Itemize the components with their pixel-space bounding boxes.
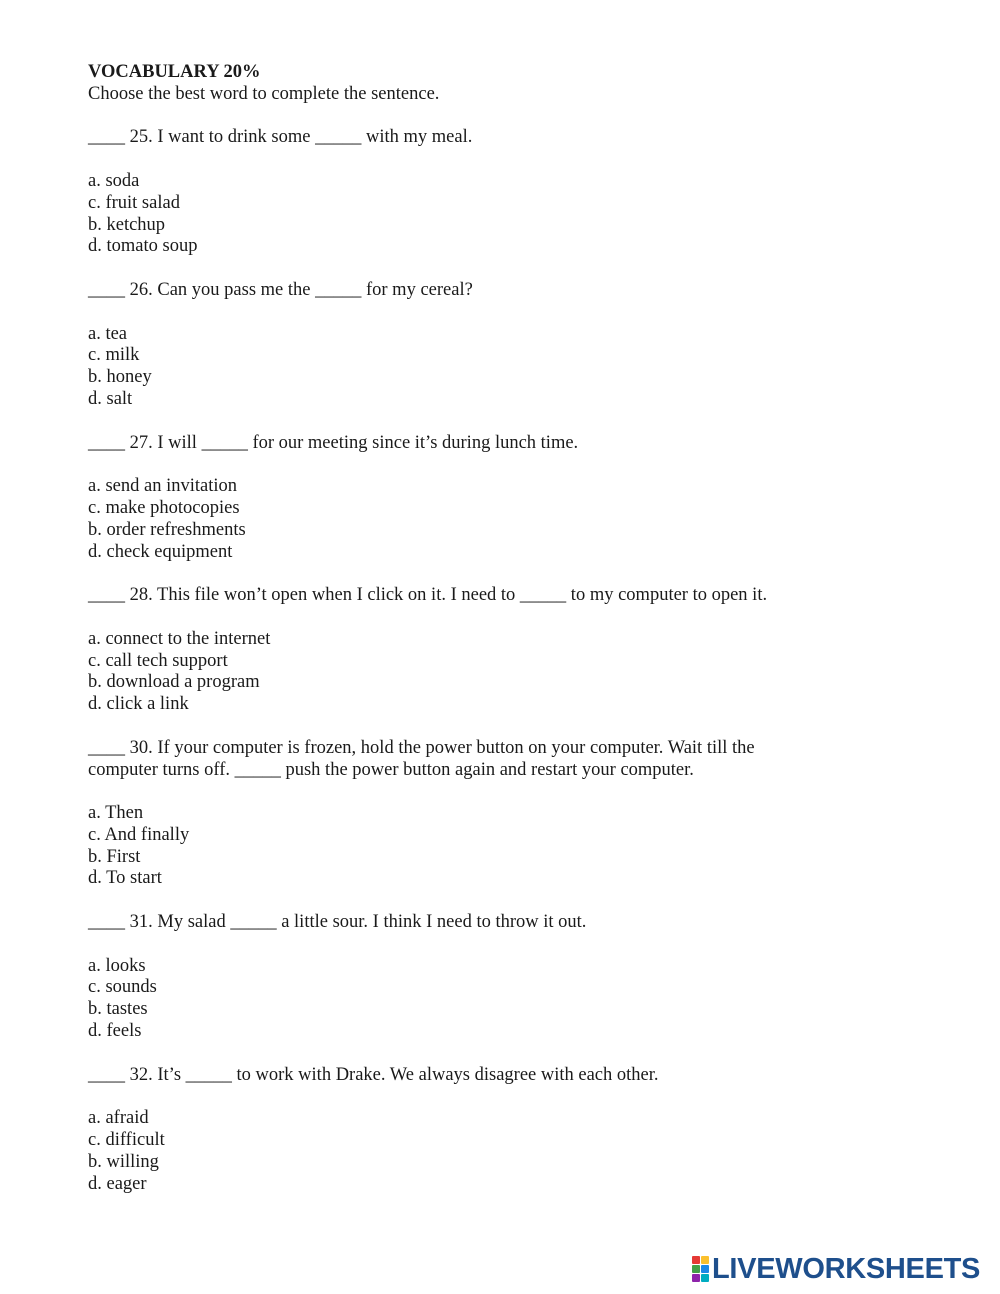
option-a: a. send an invitation xyxy=(88,476,237,497)
option-d: d. salt xyxy=(88,388,133,409)
question-31 xyxy=(88,912,948,1043)
option-a: a. tea xyxy=(88,323,128,344)
instructions: Choose the best word to complete the sentence. xyxy=(88,83,440,104)
section-title: VOCABULARY 20% xyxy=(88,62,261,82)
option-d: d. eager xyxy=(88,1173,147,1194)
option-c: c. difficult xyxy=(88,1130,165,1151)
option-b: b. ketchup xyxy=(88,214,166,235)
option-b: b. First xyxy=(88,846,141,867)
option-c: c. make photocopies xyxy=(88,497,240,518)
question-stem: ____ 25. I want to drink some _____ with my meal. xyxy=(88,127,473,148)
question-stem: ____ 26. Can you pass me the _____ for my cereal? xyxy=(88,279,473,300)
option-b: b. honey xyxy=(88,367,152,388)
option-d: d. To start xyxy=(88,868,162,889)
option-c: c. call tech support xyxy=(88,650,228,671)
question-26 xyxy=(88,280,948,411)
option-a: a. looks xyxy=(88,955,146,976)
option-d: d. feels xyxy=(88,1021,142,1042)
question-stem: ____ 27. I will _____ for our meeting since it’s during lunch time. xyxy=(88,432,579,453)
option-b: b. download a program xyxy=(88,672,260,693)
logo-text: LIVEWORKSHEETS xyxy=(712,1252,981,1285)
question-stem: ____ 28. This file won’t open when I click on it. I need to _____ to my computer to open it. xyxy=(88,585,768,606)
option-c: c. milk xyxy=(88,345,140,366)
option-d: d. check equipment xyxy=(88,541,233,562)
question-stem: ____ 32. It’s _____ to work with Drake. We always disagree with each other. xyxy=(88,1064,659,1085)
option-a: a. soda xyxy=(88,170,140,191)
option-b: b. order refreshments xyxy=(88,519,246,540)
option-a: a. afraid xyxy=(88,1108,149,1129)
liveworksheets-logo-icon xyxy=(692,1256,709,1282)
option-a: a. connect to the internet xyxy=(88,628,271,649)
question-stem: ____ 31. My salad _____ a little sour. I think I need to throw it out. xyxy=(88,912,587,933)
option-b: b. willing xyxy=(88,1151,159,1172)
option-b: b. tastes xyxy=(88,999,148,1020)
question-25 xyxy=(88,127,948,258)
question-27 xyxy=(88,433,948,564)
question-32 xyxy=(88,1065,948,1196)
option-d: d. tomato soup xyxy=(88,236,198,257)
question-30 xyxy=(88,738,948,891)
option-d: d. click a link xyxy=(88,694,189,715)
question-28 xyxy=(88,585,948,716)
question-stem: ____ 30. If your computer is frozen, hold the power button on your computer. Wait till the xyxy=(88,737,755,758)
worksheet xyxy=(88,62,948,1195)
option-a: a. Then xyxy=(88,803,144,824)
liveworksheets-logo xyxy=(692,1254,980,1284)
option-c: c. sounds xyxy=(88,977,157,998)
question-stem-continued: computer turns off. _____ push the power button again and restart your computer. xyxy=(88,759,694,780)
option-c: c. And finally xyxy=(88,824,190,845)
option-c: c. fruit salad xyxy=(88,192,180,213)
